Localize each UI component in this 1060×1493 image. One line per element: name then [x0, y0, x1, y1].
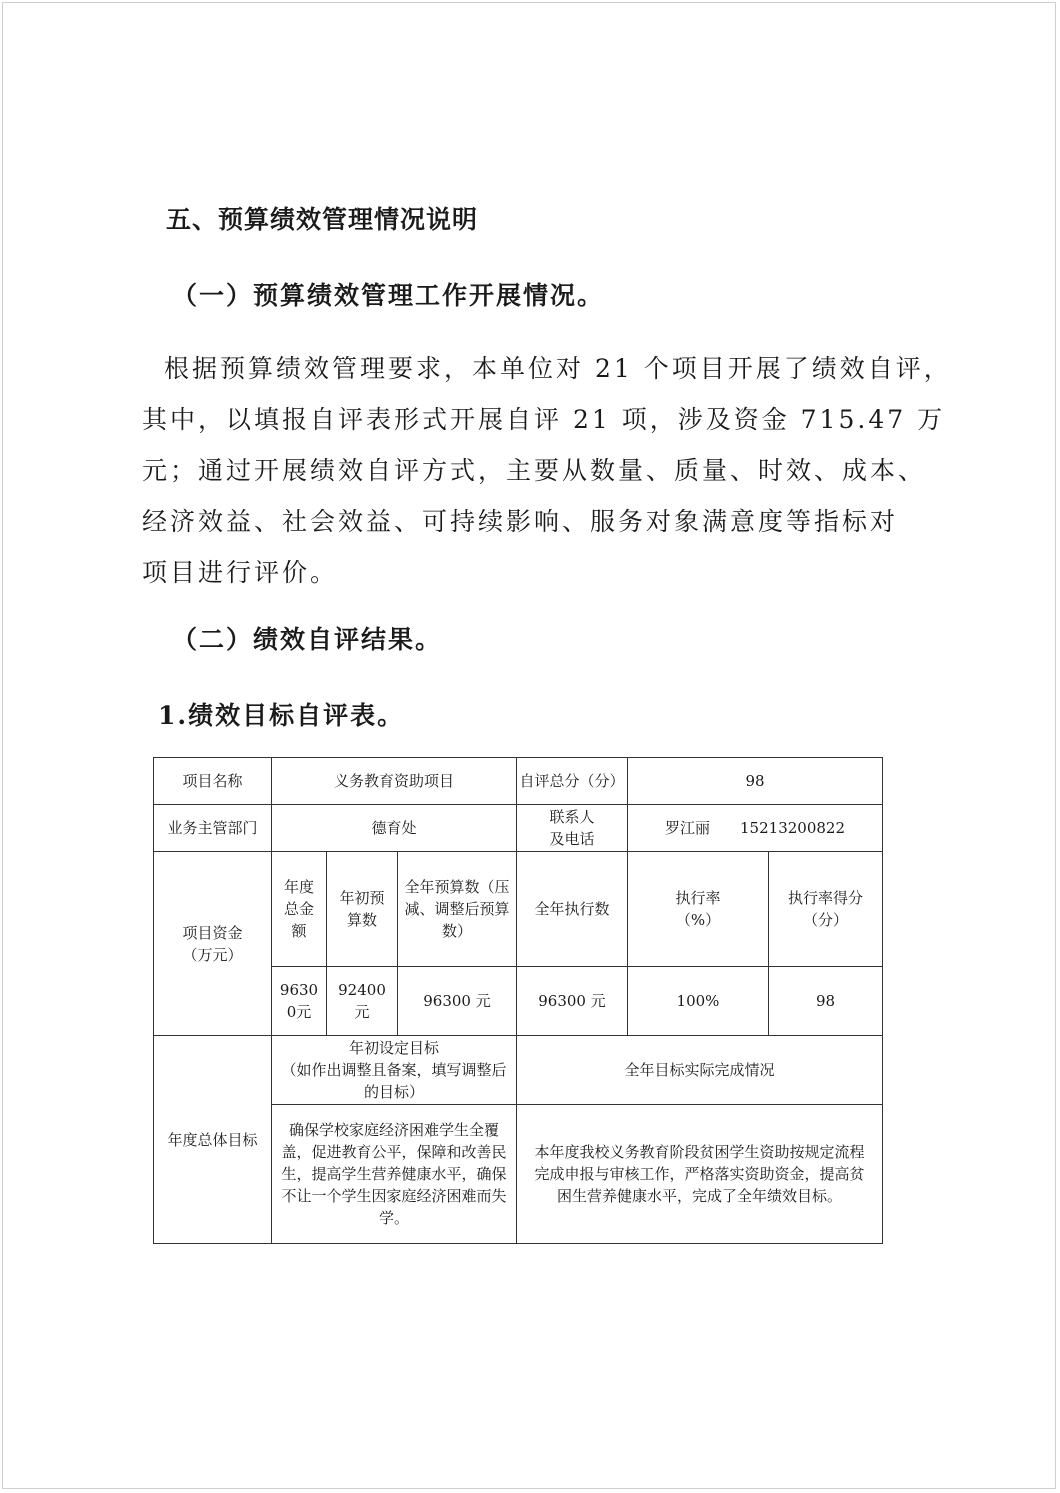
contact-value — [628, 805, 883, 852]
dept-label: 业务主管部门 — [154, 805, 272, 852]
paragraph-line: 根据预算绩效管理要求，本单位对 21 个项目开展了绩效自评， — [164, 354, 952, 383]
val-annual-total: 96300元 — [272, 967, 327, 1036]
col-annual-total: 年度总金额 — [272, 852, 327, 967]
table-row — [154, 805, 883, 852]
val-initial-budget: 92400元 — [327, 967, 398, 1036]
val-exec-score: 98 — [769, 967, 883, 1036]
section-title: 五、预算绩效管理情况说明 — [166, 205, 479, 234]
paragraph-line: 项目进行评价。 — [142, 558, 339, 587]
table-heading: 1.绩效目标自评表。 — [158, 701, 405, 730]
col-exec-score-line: （分） — [802, 911, 848, 929]
val-full-year-budget: 96300 元 — [398, 967, 517, 1036]
col-exec-rate-line: 执行率 — [675, 889, 721, 907]
contact-label-line: 及电话 — [549, 830, 595, 848]
table-row — [154, 758, 883, 805]
col-full-year-budget: 全年预算数（压减、调整后预算数） — [398, 852, 517, 967]
subsection-title-1: （一）预算绩效管理工作开展情况。 — [172, 281, 605, 310]
goal-header-line: （如作出调整且备案，填写调整后的目标） — [281, 1061, 507, 1101]
col-executed: 全年执行数 — [517, 852, 628, 967]
completion-text: 本年度我校义务教育阶段贫困学生资助按规定流程完成申报与审核工作，严格落实资助资金，提高贫困生营养健康水平，完成了全年绩效目标。 — [517, 1105, 883, 1244]
paragraph-line: 其中，以填报自评表形式开展自评 21 项，涉及资金 715.47 万 — [142, 405, 946, 434]
self-score-value: 98 — [628, 758, 883, 805]
page-border — [2, 2, 1056, 1489]
performance-table — [153, 757, 883, 1244]
col-exec-score — [769, 852, 883, 967]
goal-text: 确保学校家庭经济困难学生全覆盖，促进教育公平，保障和改善民生，提高学生营养健康水平，确保不让一个学生因家庭经济困难而失学。 — [272, 1105, 517, 1244]
completion-header: 全年目标实际完成情况 — [517, 1036, 883, 1105]
contact-phone: 15213200822 — [740, 819, 845, 837]
col-exec-rate — [628, 852, 769, 967]
body-paragraph — [142, 343, 952, 598]
val-exec-rate: 100% — [628, 967, 769, 1036]
goal-header-line: 年初设定目标 — [348, 1039, 439, 1057]
contact-label — [517, 805, 628, 852]
col-exec-rate-line: （%） — [675, 911, 721, 929]
goal-label: 年度总体目标 — [154, 1036, 272, 1244]
contact-label-line: 联系人 — [549, 808, 595, 826]
funds-label-line: 项目资金 — [182, 923, 243, 942]
dept-value: 德育处 — [272, 805, 517, 852]
table-row — [154, 1036, 883, 1105]
project-name-label: 项目名称 — [154, 758, 272, 805]
val-executed: 96300 元 — [517, 967, 628, 1036]
paragraph-line: 元；通过开展绩效自评方式，主要从数量、质量、时效、成本、 — [142, 456, 927, 485]
table-row — [154, 852, 883, 967]
funds-label — [154, 852, 272, 1036]
subsection-title-2: （二）绩效自评结果。 — [172, 625, 443, 654]
paragraph-line: 经济效益、社会效益、可持续影响、服务对象满意度等指标对 — [142, 507, 899, 536]
goal-header — [272, 1036, 517, 1105]
col-exec-score-line: 执行率得分 — [787, 889, 863, 907]
funds-label-line: （万元） — [182, 945, 243, 964]
col-initial-budget: 年初预算数 — [327, 852, 398, 967]
contact-name: 罗江丽 — [665, 819, 711, 837]
self-score-label: 自评总分（分） — [517, 758, 628, 805]
project-name-value: 义务教育资助项目 — [272, 758, 517, 805]
